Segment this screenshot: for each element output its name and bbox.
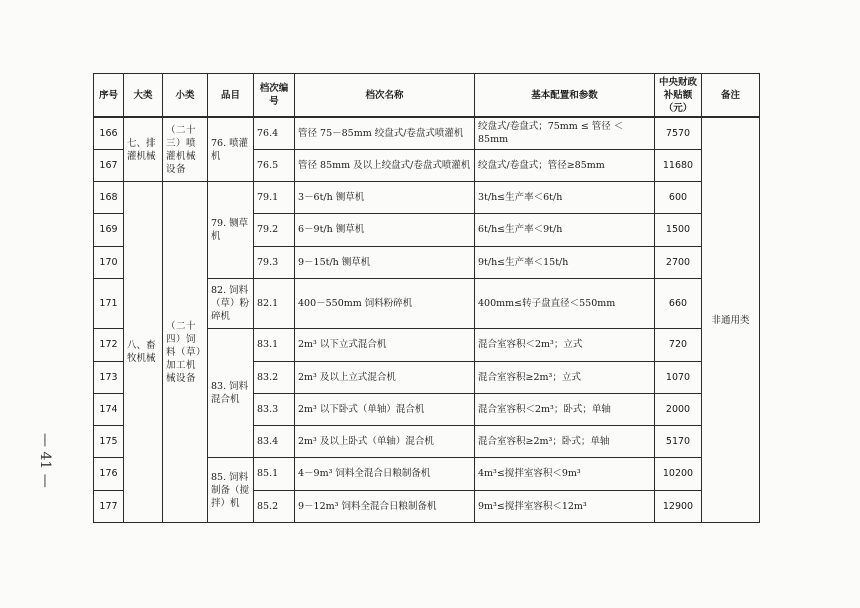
item-cell: 82. 饲料（草）粉碎机 <box>208 278 254 328</box>
row-subsidy: 660 <box>655 278 702 328</box>
row-seq: 166 <box>94 117 124 149</box>
header-item: 品目 <box>208 74 254 118</box>
row-name: 管径 85mm 及以上绞盘式/卷盘式喷灌机 <box>295 149 475 181</box>
item-cell: 83. 饲料混合机 <box>208 329 254 458</box>
row-config: 混合室容积≥2m³；立式 <box>475 361 655 393</box>
row-code: 82.1 <box>254 278 295 328</box>
row-seq: 173 <box>94 361 124 393</box>
row-seq: 167 <box>94 149 124 181</box>
category-cell: 八、畜牧机械 <box>124 182 163 523</box>
subcategory-cell: （二十四）饲料（草）加工机械设备 <box>163 182 208 523</box>
row-seq: 170 <box>94 246 124 278</box>
row-subsidy: 10200 <box>655 458 702 490</box>
row-seq: 172 <box>94 329 124 361</box>
row-code: 83.2 <box>254 361 295 393</box>
category-cell: 七、排灌机械 <box>124 117 163 182</box>
row-seq: 171 <box>94 278 124 328</box>
row-subsidy: 12900 <box>655 490 702 522</box>
row-config: 绞盘式/卷盘式；75mm ≤ 管径 ＜ 85mm <box>475 117 655 149</box>
row-code: 76.5 <box>254 149 295 181</box>
row-name: 3－6t/h 铡草机 <box>295 182 475 214</box>
row-code: 83.1 <box>254 329 295 361</box>
row-seq: 174 <box>94 393 124 425</box>
row-config: 9t/h≤生产率＜15t/h <box>475 246 655 278</box>
row-code: 79.3 <box>254 246 295 278</box>
row-seq: 168 <box>94 182 124 214</box>
row-name: 2m³ 及以上卧式（单轴）混合机 <box>295 426 475 458</box>
row-code: 79.2 <box>254 214 295 246</box>
row-subsidy: 7570 <box>655 117 702 149</box>
row-name: 管径 75－85mm 绞盘式/卷盘式喷灌机 <box>295 117 475 149</box>
page-number: — 41 — <box>37 433 53 488</box>
row-name: 9－15t/h 铡草机 <box>295 246 475 278</box>
header-subcategory: 小类 <box>163 74 208 118</box>
row-config: 混合室容积＜2m³；立式 <box>475 329 655 361</box>
table-row <box>94 182 760 214</box>
row-code: 79.1 <box>254 182 295 214</box>
row-name: 2m³ 及以上立式混合机 <box>295 361 475 393</box>
row-subsidy: 2000 <box>655 393 702 425</box>
table-row <box>94 117 760 149</box>
row-config: 4m³≤搅拌室容积＜9m³ <box>475 458 655 490</box>
header-remark: 备注 <box>702 74 760 118</box>
subsidy-table <box>93 73 760 523</box>
header-grade-name: 档次名称 <box>295 74 475 118</box>
item-cell: 79. 铡草机 <box>208 182 254 279</box>
header-seq: 序号 <box>94 74 124 118</box>
row-subsidy: 1070 <box>655 361 702 393</box>
row-code: 76.4 <box>254 117 295 149</box>
row-code: 83.4 <box>254 426 295 458</box>
row-config: 绞盘式/卷盘式；管径≥85mm <box>475 149 655 181</box>
header-category: 大类 <box>124 74 163 118</box>
header-subsidy: 中央财政补贴额（元） <box>655 74 702 118</box>
row-code: 83.3 <box>254 393 295 425</box>
header-config: 基本配置和参数 <box>475 74 655 118</box>
row-name: 2m³ 以下立式混合机 <box>295 329 475 361</box>
row-code: 85.2 <box>254 490 295 522</box>
row-seq: 176 <box>94 458 124 490</box>
header-grade-code: 档次编号 <box>254 74 295 118</box>
row-subsidy: 720 <box>655 329 702 361</box>
row-name: 9－12m³ 饲料全混合日粮制备机 <box>295 490 475 522</box>
header-row <box>94 74 760 118</box>
row-seq: 169 <box>94 214 124 246</box>
row-seq: 177 <box>94 490 124 522</box>
row-subsidy: 600 <box>655 182 702 214</box>
row-config: 6t/h≤生产率＜9t/h <box>475 214 655 246</box>
row-config: 400mm≤转子盘直径＜550mm <box>475 278 655 328</box>
row-config: 混合室容积＜2m³；卧式；单轴 <box>475 393 655 425</box>
row-name: 400－550mm 饲料粉碎机 <box>295 278 475 328</box>
item-cell: 76. 喷灌机 <box>208 117 254 182</box>
row-name: 4－9m³ 饲料全混合日粮制备机 <box>295 458 475 490</box>
row-code: 85.1 <box>254 458 295 490</box>
row-subsidy: 1500 <box>655 214 702 246</box>
row-subsidy: 2700 <box>655 246 702 278</box>
row-subsidy: 5170 <box>655 426 702 458</box>
row-config: 9m³≤搅拌室容积＜12m³ <box>475 490 655 522</box>
remark-cell: 非通用类 <box>702 117 760 523</box>
row-name: 6－9t/h 铡草机 <box>295 214 475 246</box>
row-name: 2m³ 以下卧式（单轴）混合机 <box>295 393 475 425</box>
subcategory-cell: （二十三）喷灌机械设备 <box>163 117 208 182</box>
row-config: 3t/h≤生产率＜6t/h <box>475 182 655 214</box>
row-subsidy: 11680 <box>655 149 702 181</box>
item-cell: 85. 饲料制备（搅拌）机 <box>208 458 254 523</box>
row-config: 混合室容积≥2m³；卧式；单轴 <box>475 426 655 458</box>
row-seq: 175 <box>94 426 124 458</box>
